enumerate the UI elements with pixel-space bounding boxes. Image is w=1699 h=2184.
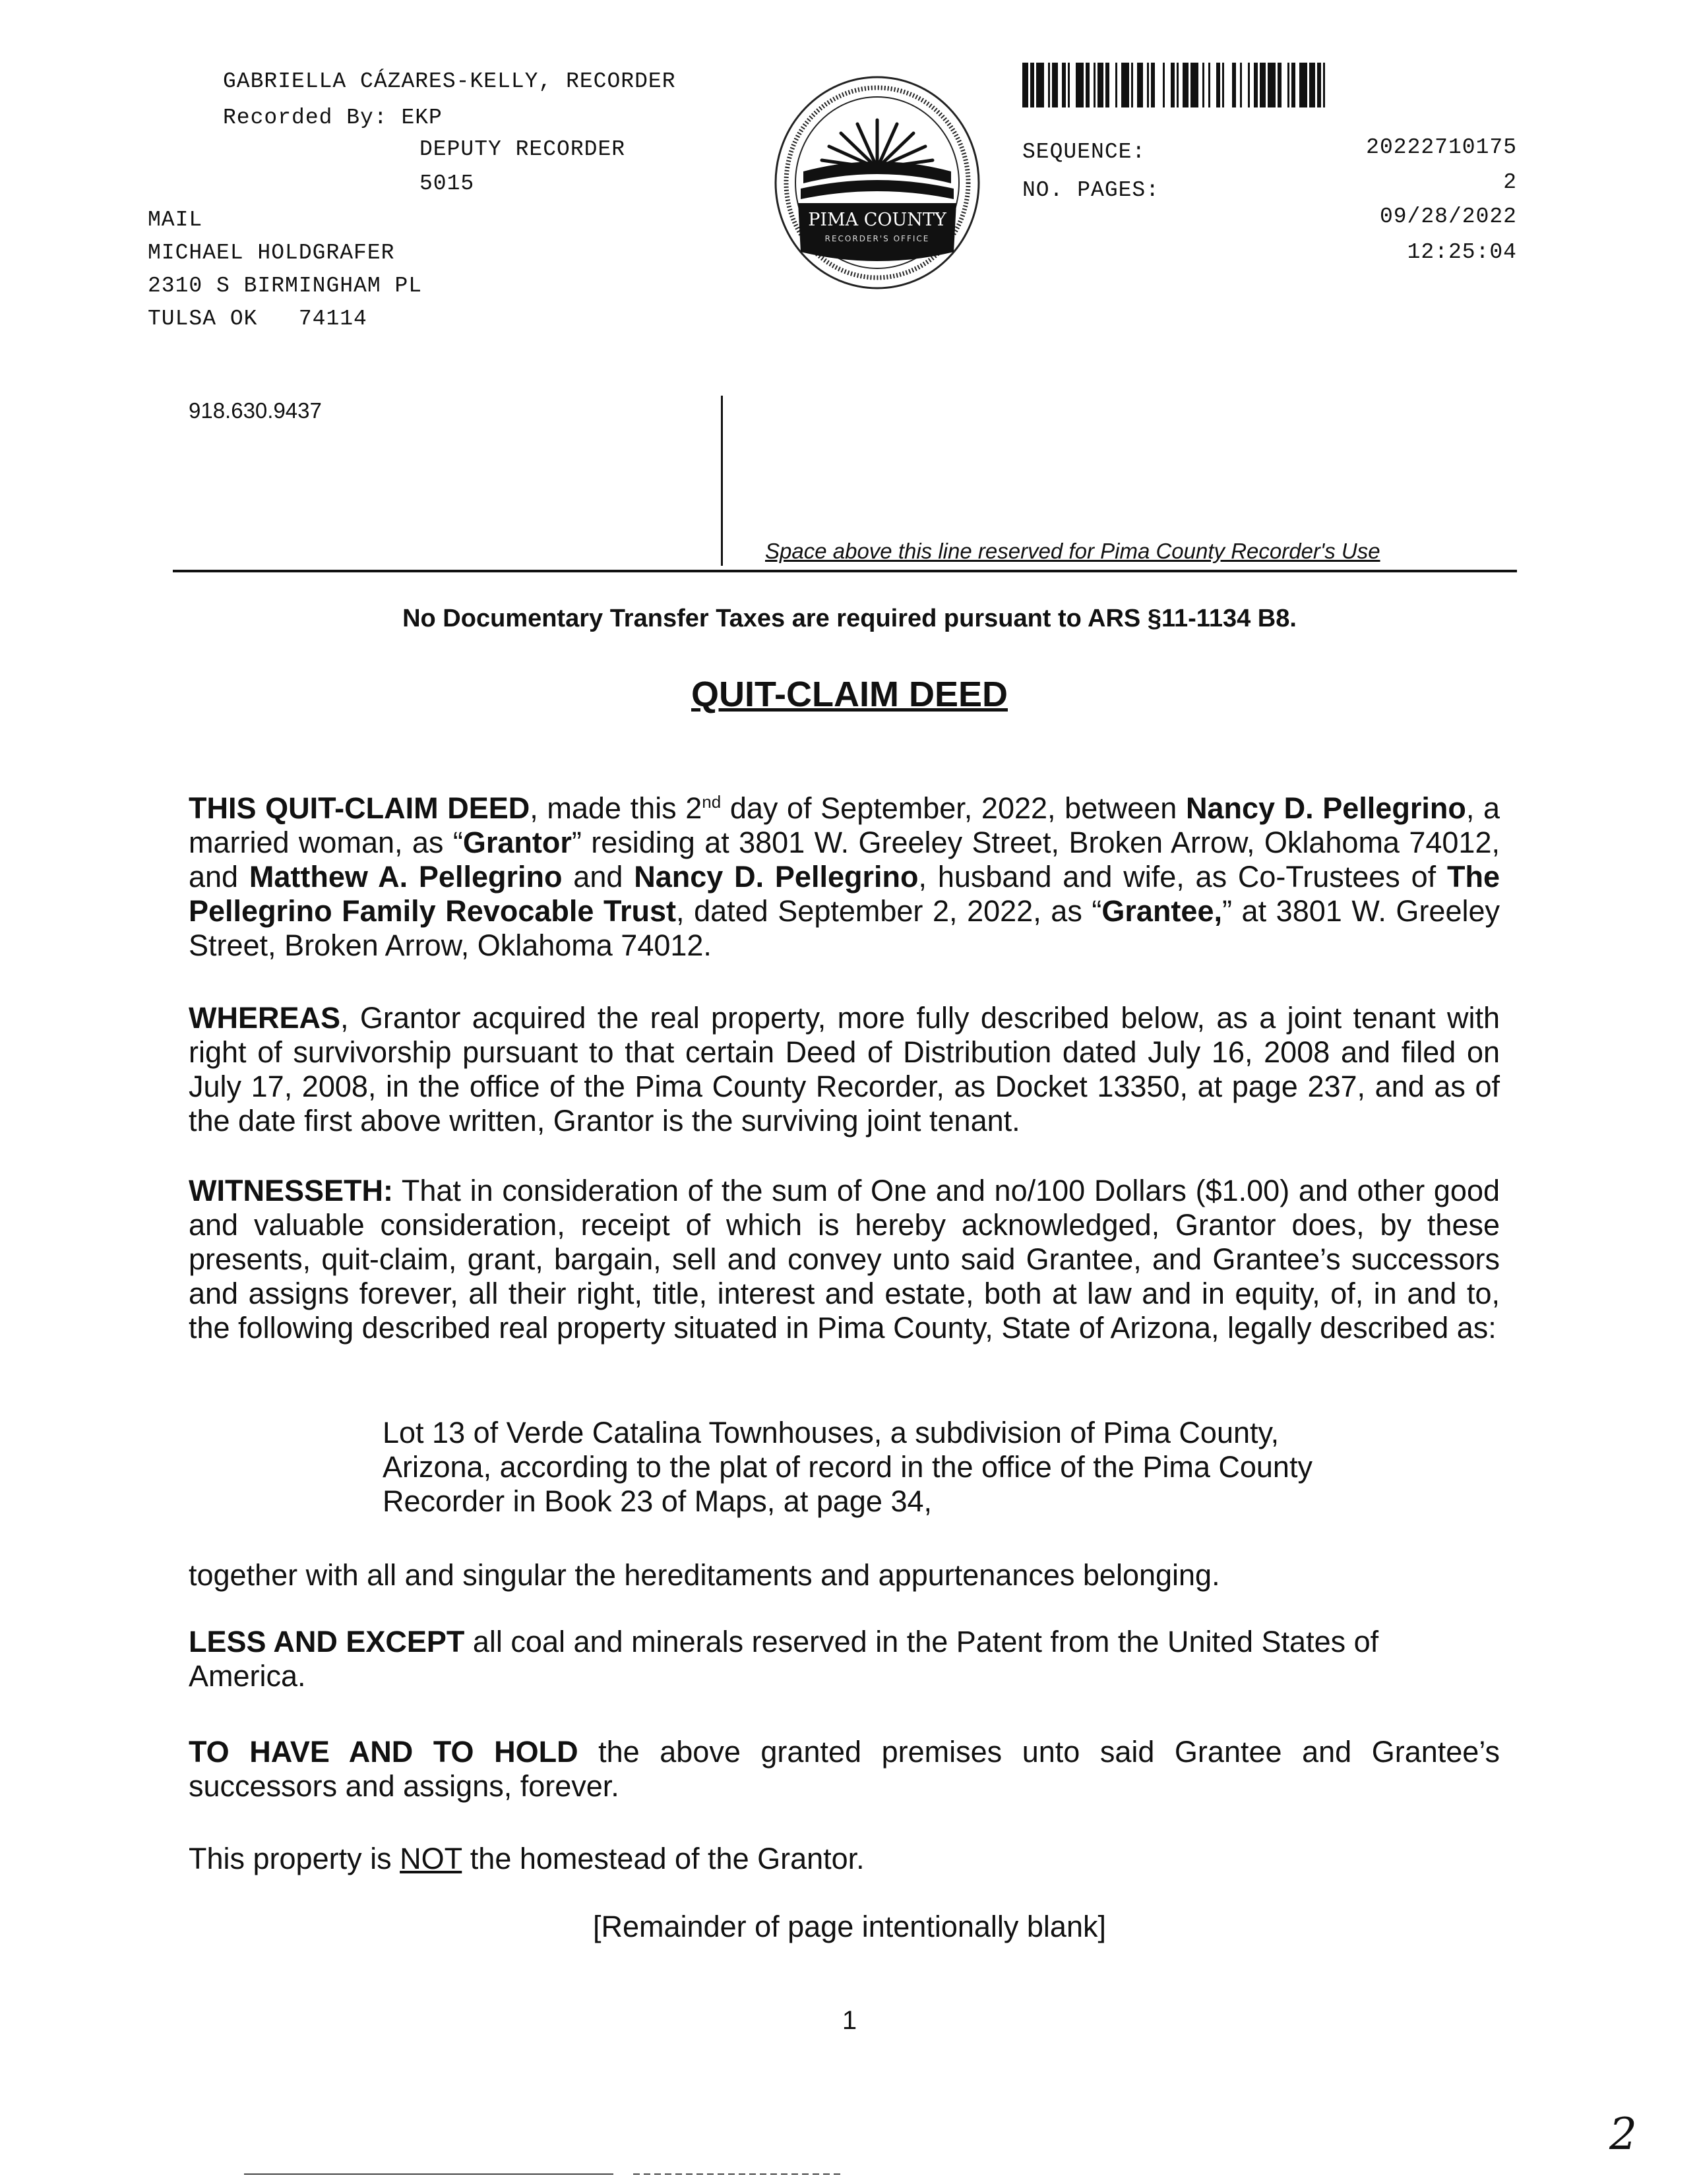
whereas-text: , Grantor acquired the real property, more fully described below, as a joint tenant with right of survivorship pursuant to that certain Deed of Distribution dated July 16, 2008 and filed on July 17, 2008, in the office of the Pima County Recorder, as Docket 13350, at page 237, and as of the date first above written, Grantor is the surviving joint tenant. xyxy=(189,1001,1500,1138)
document-barcode xyxy=(1022,63,1469,107)
deed-paragraph-less-except xyxy=(189,1625,1442,1693)
deed-paragraph-witnesseth xyxy=(189,1174,1500,1345)
homestead-not: NOT xyxy=(400,1842,462,1875)
scan-edge-line-left xyxy=(244,2173,613,2175)
county-seal xyxy=(772,73,983,293)
reserved-note: Space above this line reserved for Pima County Recorder's Use xyxy=(765,539,1380,563)
p1-text-1: , made this 2 xyxy=(530,791,702,825)
deputy-title: DEPUTY RECORDER xyxy=(419,137,626,162)
barcode-bar xyxy=(1260,63,1266,107)
homestead-text-1: This property is xyxy=(189,1842,400,1875)
page-number: 1 xyxy=(842,2006,857,2035)
barcode-bar xyxy=(1070,63,1076,107)
reserved-divider-vertical xyxy=(721,396,723,566)
p1-text-8: ” at 3801 W. Greeley Street, Broken Arrow, Oklahoma 74012. xyxy=(189,894,1500,962)
deed-lead: THIS QUIT-CLAIM DEED xyxy=(189,791,530,825)
sequence-label: SEQUENCE: xyxy=(1022,140,1146,164)
p1-text-2: day of September, 2022, between xyxy=(721,791,1186,825)
deputy-number: 5015 xyxy=(419,171,475,196)
barcode-bar xyxy=(1097,63,1103,107)
p1-sup: nd xyxy=(702,792,722,812)
reserved-divider-horizontal xyxy=(173,570,1517,572)
p1-text-4: ” residing at 3801 W. Greeley Street, Broken Arrow, Oklahoma 74012, and xyxy=(189,826,1500,894)
barcode-bar xyxy=(1109,63,1115,107)
grantee-name-2: Nancy D. Pellegrino xyxy=(634,860,919,894)
legal-line-2: Arizona, according to the plat of record in the office of the Pima County xyxy=(383,1450,1313,1484)
witnesseth-lead: WITNESSETH: xyxy=(189,1174,393,1207)
grantee-label: Grantee, xyxy=(1101,894,1222,928)
barcode-bar xyxy=(1183,63,1189,107)
witnesseth-text: That in consideration of the sum of One and no/100 Dollars ($1.00) and other good and valuable consideration, receipt of which is hereby acknowledged, Grantor does, by these presents, quit-claim, grant, bargain, sell and convey unto said Grantee, and Grantee’s successors and assigns forever, all their right, title, interest and estate, both at law and in equity, of, in and to, the following described real property situated in Pima County, State of Arizona, legally described as: xyxy=(189,1174,1500,1345)
deed-paragraph-parties xyxy=(189,791,1500,963)
less-except-text: all coal and minerals reserved in the Patent from the United States of America. xyxy=(189,1625,1379,1693)
remainder-note: [Remainder of page intentionally blank] xyxy=(593,1910,1106,1943)
p1-text-6: , husband and wife, as Co-Trustees of xyxy=(918,860,1447,894)
barcode-bar xyxy=(1190,63,1198,107)
mail-name: MICHAEL HOLDGRAFER xyxy=(148,241,395,265)
habendum-text: the above granted premises unto said Grantee and Grantee’s successors and assigns, forever. xyxy=(189,1735,1500,1803)
seal-text-county: PIMA COUNTY xyxy=(808,210,946,230)
document-title: QUIT-CLAIM DEED xyxy=(691,675,1008,714)
grantor-label: Grantor xyxy=(462,826,572,859)
mail-city-state-zip: TULSA OK 74114 xyxy=(148,307,367,331)
pages-label: NO. PAGES: xyxy=(1022,178,1160,202)
handwritten-page-mark: 2 xyxy=(1609,2109,1637,2160)
barcode-bar xyxy=(1268,63,1276,107)
pages-value: 2 xyxy=(1503,170,1517,195)
barcode-bar xyxy=(1155,63,1163,107)
recorder-name: GABRIELLA CÁZARES-KELLY, RECORDER xyxy=(223,69,676,94)
barcode-bar xyxy=(1076,63,1084,107)
barcode-bar xyxy=(1282,63,1287,107)
p1-text-3: , a married woman, as “ xyxy=(189,791,1500,859)
deed-paragraph-hereditaments: together with all and singular the hereditaments and appurtenances belonging. xyxy=(189,1558,1220,1592)
barcode-bar xyxy=(1299,63,1307,107)
recorded-by-label: Recorded By: xyxy=(223,106,388,130)
barcode-bar xyxy=(1036,63,1044,107)
mail-street: 2310 S BIRMINGHAM PL xyxy=(148,274,423,298)
legal-description xyxy=(383,1416,1471,1519)
barcode-bar xyxy=(1121,63,1129,107)
barcode-bar xyxy=(1137,63,1143,107)
less-except-lead: LESS AND EXCEPT xyxy=(189,1625,465,1658)
sequence-value: 20222710175 xyxy=(1366,135,1517,160)
habendum-lead: TO HAVE AND TO HOLD xyxy=(189,1735,578,1769)
p1-text-7: , dated September 2, 2022, as “ xyxy=(676,894,1102,928)
barcode-bar xyxy=(1242,63,1248,107)
barcode-bar xyxy=(1210,63,1216,107)
deed-paragraph-habendum xyxy=(189,1735,1500,1804)
deed-paragraph-whereas xyxy=(189,1001,1500,1138)
homestead-text-2: the homestead of the Grantor. xyxy=(462,1842,865,1875)
legal-line-1: Lot 13 of Verde Catalina Townhouses, a subdivision of Pima County, xyxy=(383,1416,1280,1449)
grantor-name: Nancy D. Pellegrino xyxy=(1185,791,1466,825)
barcode-bar xyxy=(1052,63,1058,107)
recording-time: 12:25:04 xyxy=(1407,240,1517,264)
mail-label: MAIL xyxy=(148,208,203,232)
barcode-bar xyxy=(1309,63,1315,107)
tax-notice: No Documentary Transfer Taxes are required pursuant to ARS §11-1134 B8. xyxy=(402,605,1297,632)
barcode-bar xyxy=(1224,63,1232,107)
barcode-bar xyxy=(1022,63,1028,107)
deed-paragraph-homestead xyxy=(189,1842,1500,1876)
trust-name: The Pellegrino Family Revocable Trust xyxy=(189,860,1500,928)
grantee-name-1: Matthew A. Pellegrino xyxy=(249,860,563,894)
legal-line-3: Recorder in Book 23 of Maps, at page 34, xyxy=(383,1484,933,1518)
p1-text-5: and xyxy=(562,860,634,894)
recorded-by-value: EKP xyxy=(401,106,443,130)
barcode-bar xyxy=(1165,63,1171,107)
recorded-by-line xyxy=(223,106,443,130)
scan-edge-line-right xyxy=(633,2173,844,2175)
whereas-lead: WHEREAS xyxy=(189,1001,341,1035)
seal-text-office: RECORDER'S OFFICE xyxy=(824,234,930,243)
barcode-bar xyxy=(1325,63,1331,107)
phone-number: 918.630.9437 xyxy=(189,398,322,423)
recording-date: 09/28/2022 xyxy=(1379,204,1517,229)
